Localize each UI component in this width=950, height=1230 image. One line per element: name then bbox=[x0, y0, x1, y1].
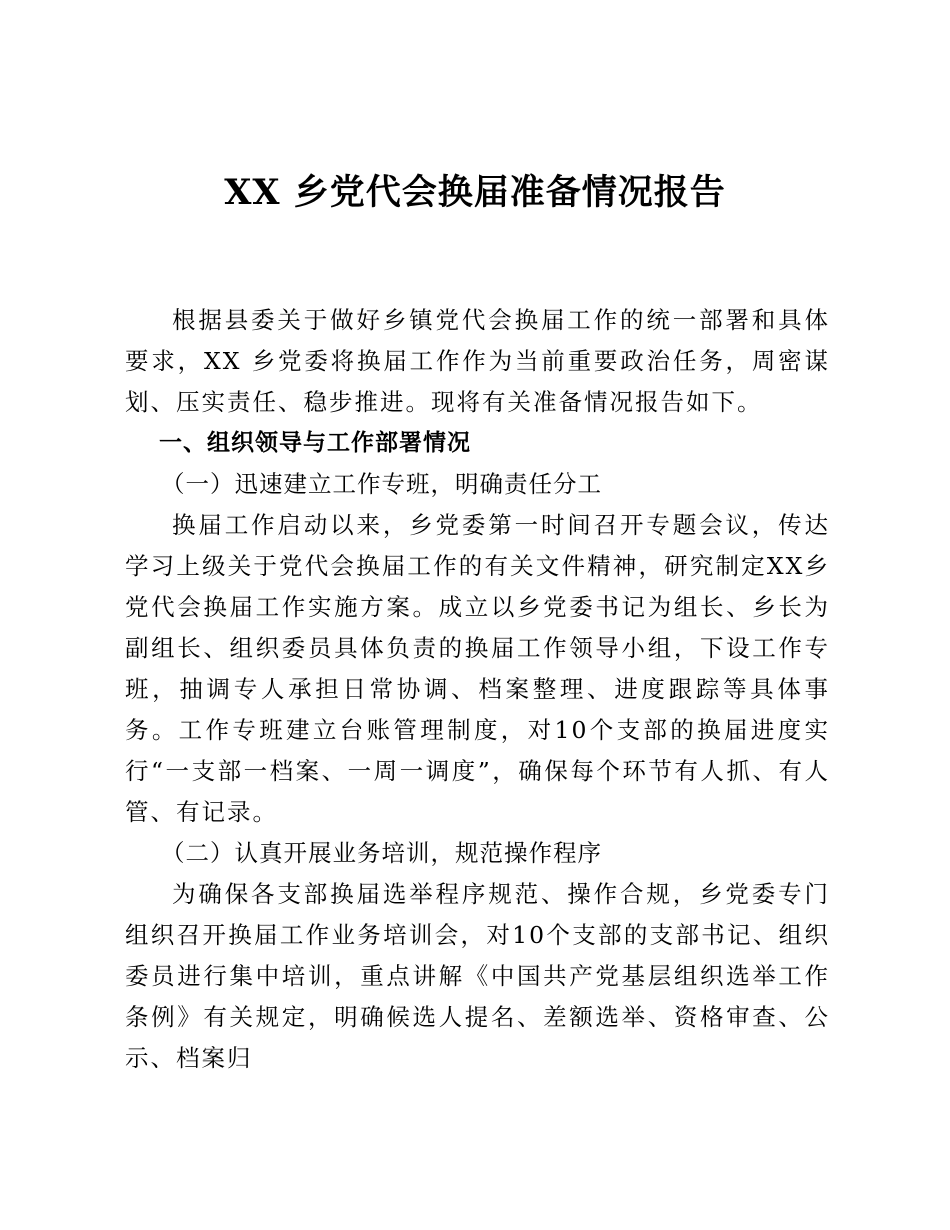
intro-paragraph: 根据县委关于做好乡镇党代会换届工作的统一部署和具体要求，XX 乡党委将换届工作作为当前重要政治任务，周密谋划、压实责任、稳步推进。现将有关准备情况报告如下。 bbox=[125, 306, 830, 416]
document-body bbox=[125, 300, 830, 1079]
subsection-heading-1: （一）迅速建立工作专班，明确责任分工 bbox=[161, 470, 602, 498]
subsection-2-paragraph: 为确保各支部换届选举程序规范、操作合规，乡党委专门组织召开换届工作业务培训会，对10个支部的支部书记、组织委员进行集中培训，重点讲解《中国共产党基层组织选举工作条例》有关规定，明确候选人提名、差额选举、资格审查、公示、档案归 bbox=[125, 880, 830, 1072]
document-title: XX 乡党代会换届准备情况报告 bbox=[224, 172, 726, 213]
section-heading-1: 一、组织领导与工作部署情况 bbox=[159, 430, 471, 456]
subsection-1-paragraph: 换届工作启动以来，乡党委第一时间召开专题会议，传达学习上级关于党代会换届工作的有关文件精神，研究制定XX乡党代会换届工作实施方案。成立以乡党委书记为组长、乡长为副组长、组织委员具体负责的换届工作领导小组，下设工作专班，抽调专人承担日常协调、档案整理、进度跟踪等具体事务。工作专班建立台账管理制度，对10个支部的换届进度实行“一支部一档案、一周一调度”，确保每个环节有人抓、有人管、有记录。 bbox=[125, 511, 830, 826]
subsection-heading-2: （二）认真开展业务培训，规范操作程序 bbox=[161, 839, 602, 867]
